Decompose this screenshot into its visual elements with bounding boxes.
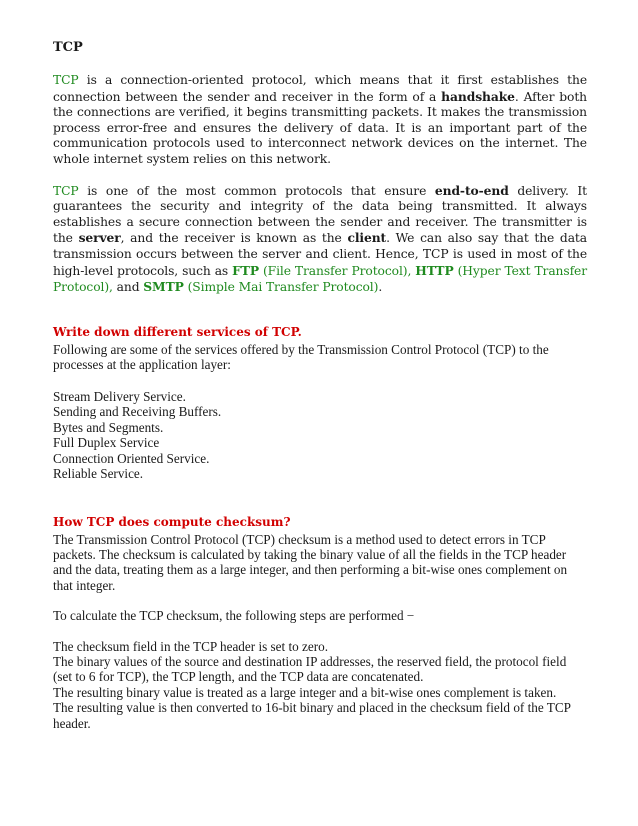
tcp-paragraph-1: TCP is a connection-oriented protocol, which means that it first establishes the connection between the sender and receiver in the form of a handshake. After both the connections are verified, it begins transmitting packets. It makes the transmission process error-free and ensures the delivery of data. It is an important part of the communication protocols used to interconnect network devices on the internet. The whole internet system relies on this network.: [53, 73, 587, 166]
smtp-term: SMTP: [143, 279, 184, 295]
list-item: The checksum field in the TCP header is set to zero.: [53, 638, 329, 654]
tcp-heading: TCP: [53, 40, 83, 55]
checksum-steps: [53, 639, 587, 731]
tcp-paragraph-2: TCP is one of the most common protocols that ensure end-to-end delivery. It guarantees the security and integrity of the data being transmitted. It always establishes a secure connection between the sender and receiver. The transmitter is the server, and the receiver is known as the client. We can also say that the data transmission occurs between the server and client. Hence, TCP is used in most of the high-level protocols, such as FTP (File Transfer Protocol), HTTP (Hyper Text Transfer Protocol), and SMTP (Simple Mai Transfer Protocol).: [53, 182, 587, 295]
checksum-heading: How TCP does compute checksum?: [53, 514, 291, 529]
list-item: Reliable Service.: [53, 466, 144, 482]
services-list: [53, 389, 587, 482]
http-term: HTTP: [415, 262, 454, 278]
list-item: Stream Delivery Service.: [53, 388, 186, 404]
server-term: server: [78, 230, 121, 246]
ftp-term: FTP: [232, 262, 259, 278]
document-page: [53, 40, 587, 731]
tcp-term: TCP: [53, 73, 79, 87]
tcp-term: TCP: [53, 183, 79, 198]
end-to-end-term: end-to-end: [434, 182, 509, 198]
services-heading: Write down different services of TCP.: [53, 324, 302, 339]
list-item: The resulting value is then converted to 16-bit binary and placed in the checksum field of the TCP header.: [53, 700, 571, 731]
handshake-term: handshake: [441, 88, 515, 104]
list-item: Connection Oriented Service.: [53, 450, 210, 466]
checksum-intro: The Transmission Control Protocol (TCP) checksum is a method used to detect errors in TCP packets. The checksum is calculated by taking the binary value of all the fields in the TCP header and the data, treating them as a large integer, and then performing a bit-wise ones complement on that integer.: [53, 531, 568, 593]
checksum-steps-intro: To calculate the TCP checksum, the following steps are performed −: [53, 608, 415, 624]
list-item: Sending and Receiving Buffers.: [53, 404, 222, 420]
list-item: Full Duplex Service: [53, 435, 160, 451]
list-item: Bytes and Segments.: [53, 419, 164, 435]
services-intro: Following are some of the services offered by the Transmission Control Protocol (TCP) to the processes at the application layer:: [53, 341, 549, 373]
list-item: The resulting binary value is treated as a large integer and a bit-wise ones complement is taken.: [53, 684, 557, 700]
list-item: The binary values of the source and destination IP addresses, the reserved field, the protocol field (set to 6 for TCP), the TCP length, and the TCP data are concatenated.: [53, 653, 567, 685]
client-term: client: [347, 230, 387, 246]
